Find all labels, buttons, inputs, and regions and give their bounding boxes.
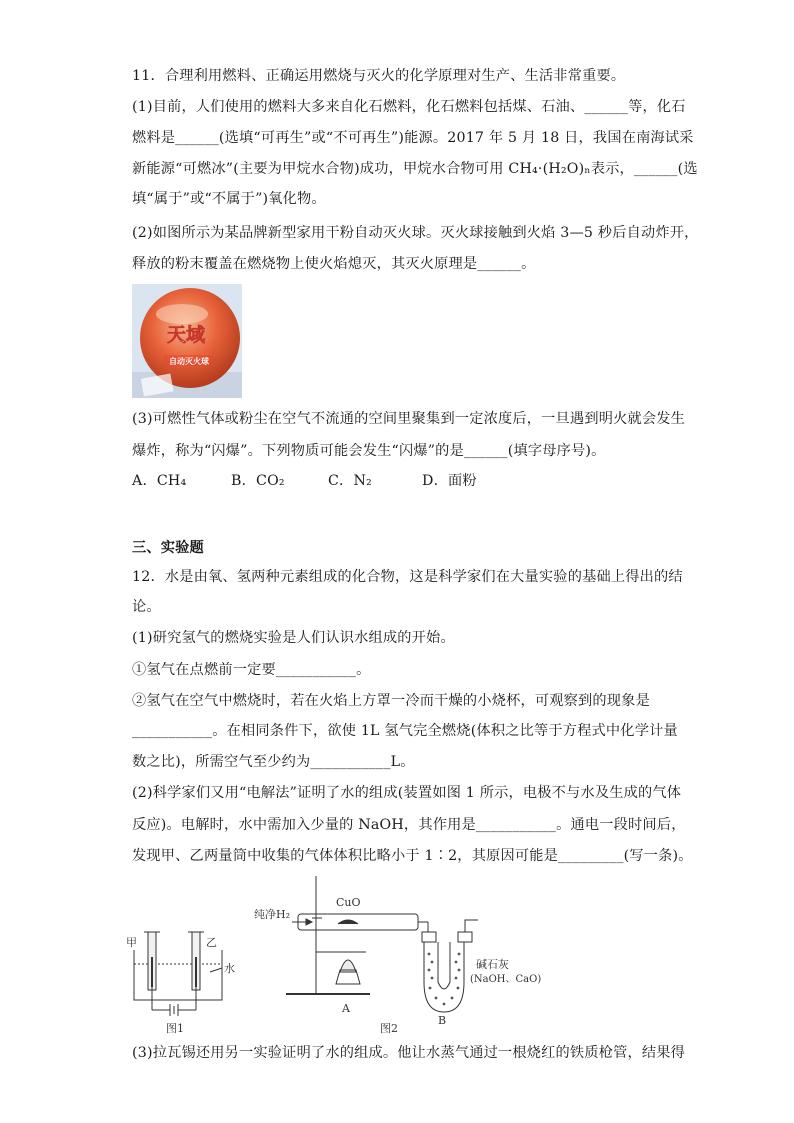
label-cuo: CuO [336,896,361,909]
q11-part3-line2: 爆炸，称为“闪爆”。下列物质可能会发生“闪爆”的是______(填字母序号)。 [132,443,606,459]
fire-extinguisher-ball-photo [132,284,242,398]
q11-part1-line1: (1)目前，人们使用的燃料大多来自化石燃料，化石燃料包括煤、石油、______等，化石 [132,99,686,115]
figure-2-apparatus [286,876,478,1012]
label-soda-lime: 碱石灰 [476,958,509,971]
soda-lime-granules [428,953,461,1006]
option-a: A．CH₄ [132,473,187,489]
option-c: C．N₂ [328,473,372,489]
photo-brand-text: 天域 [166,324,206,346]
fig1-caption: 图1 [166,1022,184,1034]
experiment-figure [126,872,556,1034]
q12-line11: (3)拉瓦锡还用另一实验证明了水的组成。他让水蒸气通过一根烧红的铁质枪管，结果得 [132,1045,686,1061]
q12-line9: 反应)。电解时，水中需加入少量的 NaOH，其作用是___________。通电一段时间后， [132,817,686,833]
q12-line4: ①氢气在点燃前一定要___________。 [132,662,371,678]
label-pure-h2: 纯净H₂ [254,908,291,921]
label-soda-lime-formula: (NaOH、CaO) [470,974,542,985]
q11-part3-line1: (3)可燃性气体或粉尘在空气不流通的空间里聚集到一定浓度后，一旦遇到明火就会发生 [132,411,686,427]
q12-line10: 发现甲、乙两量筒中收集的气体体积比略小于 1∶2，其原因可能是_________(写一条)。 [132,848,693,864]
q12-line6: ___________。在相同条件下，欲使 1L 氢气完全燃烧(体积之比等于方程式中化学计量 [132,723,678,739]
q11-part1-line2: 燃料是______(选填“可再生”或“不可再生”)能源。2017 年 5 月 18 日，我国在南海试采 [132,130,694,146]
q12-line7: 数之比)，所需空气至少约为___________L。 [132,754,415,770]
label-water: 水 [224,962,235,975]
photo-caption-text: 自动灭火球 [169,357,209,366]
q11-part2-line2: 释放的粉末覆盖在燃烧物上使火焰熄灭，其灭火原理是______。 [132,256,536,272]
q12-line5: ②氢气在空气中燃烧时，若在火焰上方罩一冷而干燥的小烧杯，可观察到的现象是 [132,693,650,709]
option-d: D．面粉 [422,473,477,489]
label-yi: 乙 [206,936,217,949]
q12-line8: (2)科学家们又用“电解法”证明了水的组成(装置如图 1 所示，电极不与水及生成的气体 [132,785,682,801]
section-title: 三、实验题 [132,540,204,556]
q12-line1: 12．水是由氧、氢两种元素组成的化合物，这是科学家们在大量实验的基础上得出的结 [132,569,683,585]
q12-line3: (1)研究氢气的燃烧实验是人们认识水组成的开始。 [132,630,455,646]
q11-part2-line1: (2)如图所示为某品牌新型家用干粉自动灭火球。灭火球接触到火焰 3—5 秒后自动炸开， [132,225,699,241]
label-a: A [342,1002,350,1015]
fig2-caption: 图2 [380,1022,398,1034]
q11-part1-line4: 填“属于”或“不属于”)氧化物。 [132,191,326,207]
option-b: B．CO₂ [231,473,285,489]
q11-intro: 11．合理利用燃料、正确运用燃烧与灭火的化学原理对生产、生活非常重要。 [132,68,626,84]
label-jia: 甲 [126,936,137,949]
q12-line2: 论。 [132,599,161,615]
q11-options [132,471,662,491]
q11-part1-line3: 新能源“可燃冰”(主要为甲烷水合物)成功，甲烷水合物可用 CH₄·(H₂O)ₙ表示，______(选 [132,161,698,177]
label-b: B [438,1014,447,1027]
